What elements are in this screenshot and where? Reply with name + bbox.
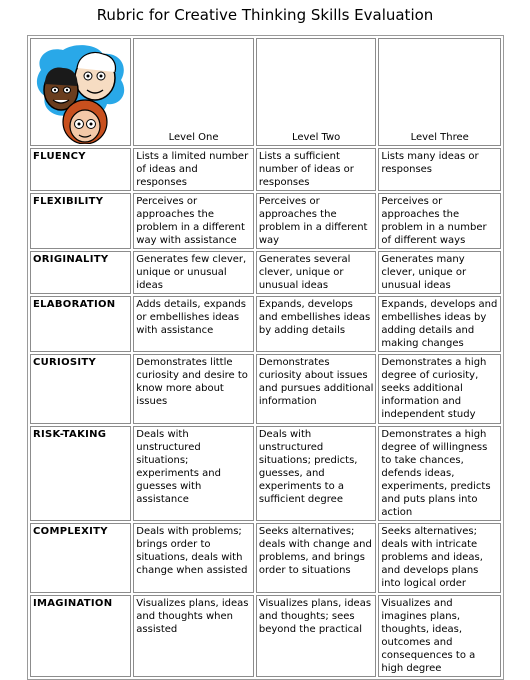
rubric-cell: Lists a sufficient number of ideas or responses bbox=[256, 148, 377, 191]
table-row bbox=[30, 426, 501, 521]
criterion-complexity: COMPLEXITY bbox=[30, 523, 131, 593]
rubric-cell: Demonstrates little curiosity and desire to know more about issues bbox=[133, 354, 254, 424]
criterion-elaboration: ELABORATION bbox=[30, 296, 131, 352]
rubric-cell: Deals with unstructured situations; experiments and guesses with assistance bbox=[133, 426, 254, 521]
level-one-header: Level One bbox=[133, 38, 254, 146]
rubric-cell: Demonstrates a high degree of curiosity, seeks additional information and independent study bbox=[378, 354, 501, 424]
rubric-table bbox=[27, 35, 504, 680]
rubric-cell: Demonstrates a high degree of willingness to take chances, defends ideas, experiments, predicts and puts plans into action bbox=[378, 426, 501, 521]
criterion-curiosity: CURIOSITY bbox=[30, 354, 131, 424]
table-row bbox=[30, 296, 501, 352]
rubric-cell: Generates several clever, unique or unusual ideas bbox=[256, 251, 377, 294]
rubric-cell: Perceives or approaches the problem in a different way with assistance bbox=[133, 193, 254, 249]
table-row bbox=[30, 354, 501, 424]
cartoon-faces-image bbox=[30, 38, 131, 146]
table-row bbox=[30, 595, 501, 677]
rubric-cell: Visualizes plans, ideas and thoughts; sees beyond the practical bbox=[256, 595, 377, 677]
rubric-cell: Seeks alternatives; deals with change and problems, and brings order to situations bbox=[256, 523, 377, 593]
header-row bbox=[30, 38, 501, 146]
table-row bbox=[30, 523, 501, 593]
rubric-cell: Deals with unstructured situations; predicts, guesses, and experiments to a sufficient degree bbox=[256, 426, 377, 521]
criterion-risk-taking: RISK-TAKING bbox=[30, 426, 131, 521]
rubric-cell: Lists many ideas or responses bbox=[378, 148, 501, 191]
criterion-flexibility: FLEXIBILITY bbox=[30, 193, 131, 249]
table-row bbox=[30, 148, 501, 191]
rubric-cell: Generates few clever, unique or unusual ideas bbox=[133, 251, 254, 294]
rubric-cell: Expands, develops and embellishes ideas by adding details and making changes bbox=[378, 296, 501, 352]
criterion-fluency: FLUENCY bbox=[30, 148, 131, 191]
rubric-cell: Lists a limited number of ideas and responses bbox=[133, 148, 254, 191]
table-row bbox=[30, 251, 501, 294]
rubric-cell: Visualizes and imagines plans, thoughts, ideas, outcomes and consequences to a high degree bbox=[378, 595, 501, 677]
cartoon-faces-icon bbox=[33, 40, 131, 144]
rubric-cell: Demonstrates curiosity about issues and pursues additional information bbox=[256, 354, 377, 424]
rubric-cell: Perceives or approaches the problem in a number of different ways bbox=[378, 193, 501, 249]
rubric-cell: Deals with problems; brings order to situations, deals with change when assisted bbox=[133, 523, 254, 593]
rubric-cell: Adds details, expands or embellishes ideas with assistance bbox=[133, 296, 254, 352]
criterion-imagination: IMAGINATION bbox=[30, 595, 131, 677]
table-row bbox=[30, 193, 501, 249]
level-two-header: Level Two bbox=[256, 38, 377, 146]
rubric-cell: Generates many clever, unique or unusual ideas bbox=[378, 251, 501, 294]
criterion-originality: ORIGINALITY bbox=[30, 251, 131, 294]
level-three-header: Level Three bbox=[378, 38, 501, 146]
rubric-cell: Expands, develops and embellishes ideas by adding details bbox=[256, 296, 377, 352]
rubric-cell: Perceives or approaches the problem in a different way bbox=[256, 193, 377, 249]
rubric-cell: Visualizes plans, ideas and thoughts when assisted bbox=[133, 595, 254, 677]
rubric-cell: Seeks alternatives; deals with intricate problems and ideas, and develops plans into logical order bbox=[378, 523, 501, 593]
page-title: Rubric for Creative Thinking Skills Evaluation bbox=[96, 6, 434, 24]
